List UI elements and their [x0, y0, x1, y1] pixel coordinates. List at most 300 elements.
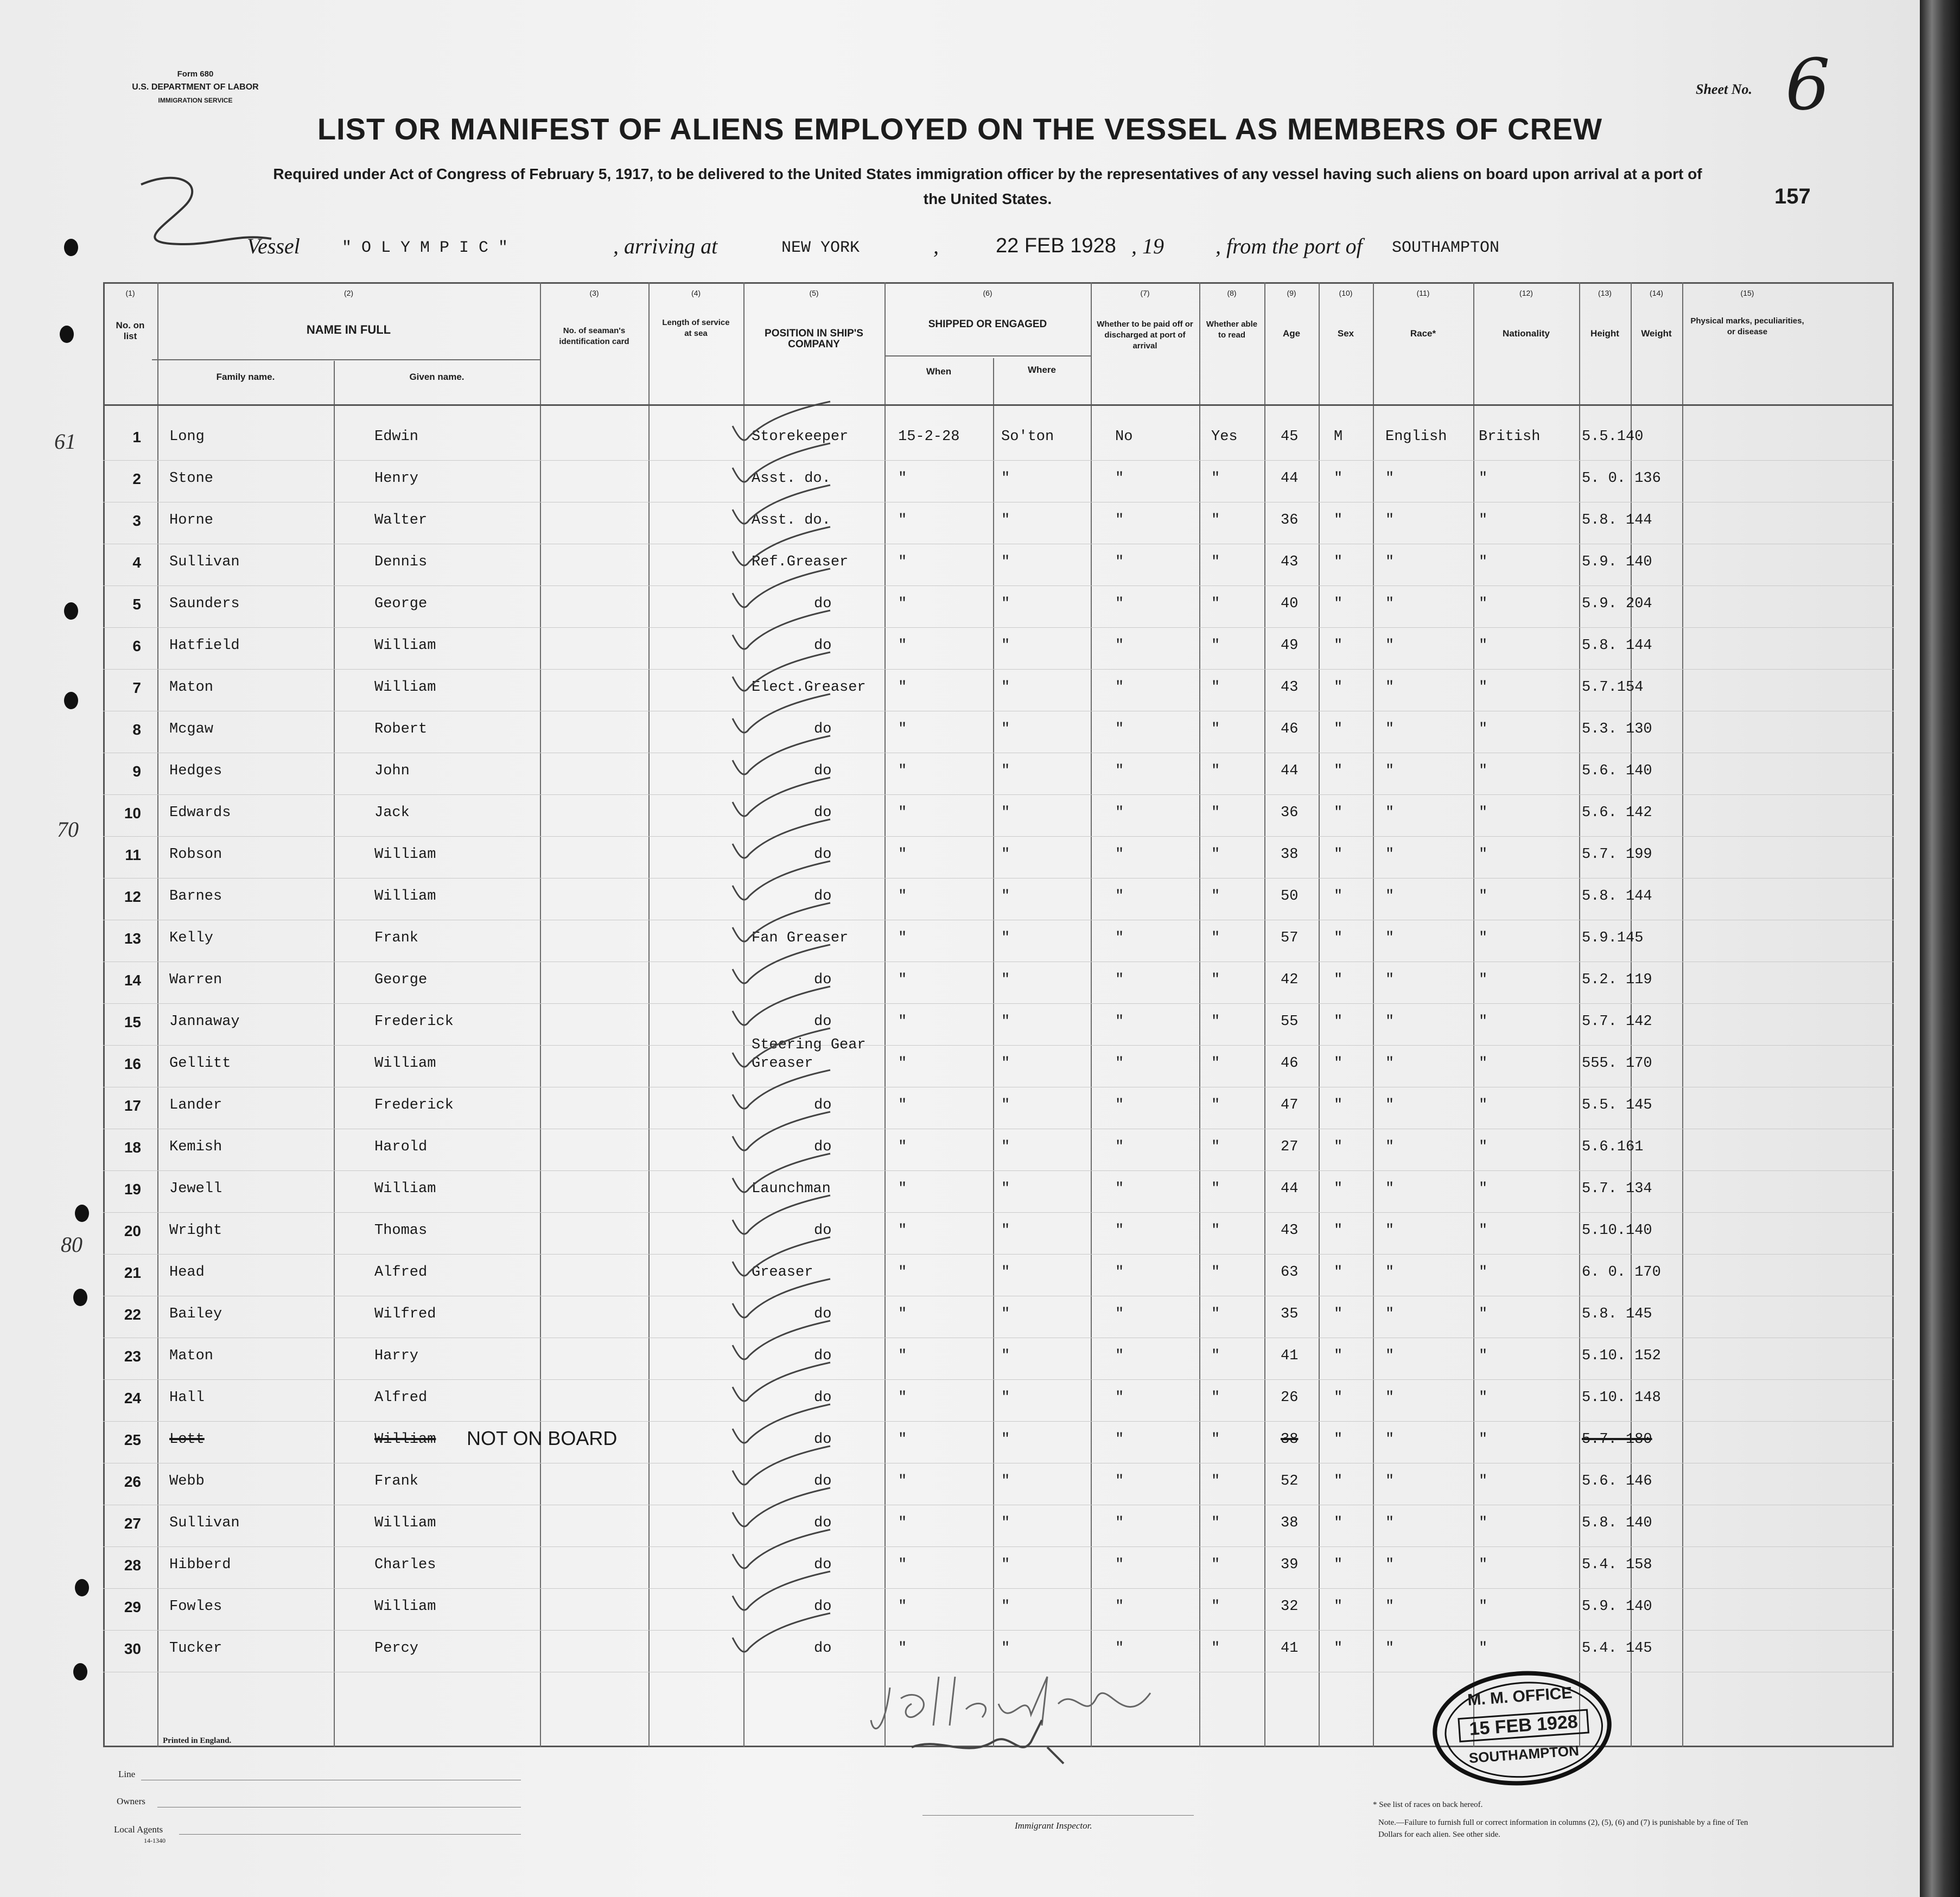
- header-height: Height: [1590, 328, 1619, 339]
- cell-nationality: ": [1479, 470, 1488, 487]
- arrival-port: NEW YORK: [781, 239, 860, 257]
- cell-sex: ": [1334, 1055, 1343, 1072]
- cell-position: Greaser: [752, 1264, 813, 1281]
- cell-nationality: ": [1479, 930, 1488, 946]
- cell-position: do: [814, 1515, 832, 1531]
- cell-nationality: ": [1479, 972, 1488, 988]
- cell-given: Alfred: [374, 1264, 428, 1281]
- cell-when: ": [898, 679, 907, 696]
- cell-no: 13: [124, 930, 141, 947]
- cell-no: 25: [124, 1431, 141, 1448]
- cell-race: ": [1385, 1223, 1395, 1239]
- cell-read: ": [1211, 1640, 1220, 1657]
- immigrant-inspector-label: Immigrant Inspector.: [1015, 1820, 1092, 1831]
- cell-read: ": [1211, 1557, 1220, 1573]
- cell-when: ": [898, 846, 907, 863]
- cell-age: 44: [1281, 763, 1299, 779]
- cell-paid: ": [1115, 972, 1124, 988]
- cell-sex: ": [1334, 930, 1343, 946]
- cell-given: Edwin: [374, 429, 419, 445]
- cell-race: ": [1385, 846, 1395, 863]
- cell-family: Hatfield: [169, 638, 240, 654]
- cell-no: 3: [132, 512, 141, 529]
- cell-where: ": [1001, 972, 1010, 988]
- cell-position: Asst. do.: [752, 470, 831, 487]
- cell-read: ": [1211, 1306, 1220, 1322]
- header-rule: [152, 359, 540, 360]
- cell-nationality: ": [1479, 1223, 1488, 1239]
- cell-where: ": [1001, 1223, 1010, 1239]
- cell-paid: ": [1115, 679, 1124, 696]
- cell-where: ": [1001, 1097, 1010, 1113]
- cell-paid: ": [1115, 1390, 1124, 1406]
- cell-age: 27: [1281, 1139, 1299, 1155]
- cell-paid: ": [1115, 1515, 1124, 1531]
- cell-read: ": [1211, 805, 1220, 821]
- cell-position: do: [814, 1306, 832, 1322]
- cell-when: ": [898, 1264, 907, 1281]
- cell-read: ": [1211, 470, 1220, 487]
- cell-height-weight: 5.10. 148: [1582, 1390, 1661, 1406]
- cell-age: 44: [1281, 470, 1299, 487]
- cell-given: Jack: [374, 805, 410, 821]
- cell-when: ": [898, 554, 907, 570]
- cell-position: do: [814, 638, 832, 654]
- cell-paid: ": [1115, 1014, 1124, 1030]
- cell-race: ": [1385, 930, 1395, 946]
- cell-age: 41: [1281, 1640, 1299, 1657]
- cell-where: ": [1001, 512, 1010, 529]
- cell-no: 8: [132, 721, 141, 738]
- cell-nationality: ": [1479, 763, 1488, 779]
- cell-where: ": [1001, 1473, 1010, 1489]
- cell-read: ": [1211, 888, 1220, 905]
- header-rule: [884, 355, 1091, 357]
- cell-sex: ": [1334, 512, 1343, 529]
- cell-nationality: ": [1479, 1431, 1488, 1448]
- cell-given: Frank: [374, 1473, 419, 1489]
- cell-position: do: [814, 846, 832, 863]
- cell-when: ": [898, 1557, 907, 1573]
- departure-port: SOUTHAMPTON: [1392, 239, 1500, 257]
- cell-sex: ": [1334, 1515, 1343, 1531]
- binding-hole: [60, 326, 74, 343]
- cell-nationality: ": [1479, 638, 1488, 654]
- cell-given: Harry: [374, 1348, 419, 1364]
- cell-when: 15-2-28: [898, 429, 960, 445]
- cell-given: William: [374, 679, 436, 696]
- cell-family: Long: [169, 429, 205, 445]
- cell-sex: ": [1334, 1264, 1343, 1281]
- cell-family: Webb: [169, 1473, 205, 1489]
- cell-age: 40: [1281, 596, 1299, 612]
- handwritten-mark-icon: [109, 163, 304, 271]
- cell-paid: ": [1115, 596, 1124, 612]
- row-rule: [103, 1045, 1894, 1046]
- cell-paid: ": [1115, 512, 1124, 529]
- cell-when: ": [898, 1055, 907, 1072]
- row-rule: [103, 794, 1894, 795]
- cell-height-weight: 5.9. 140: [1582, 554, 1652, 570]
- cell-height-weight: 5. 0. 136: [1582, 470, 1661, 487]
- cell-height-weight: 5.2. 119: [1582, 972, 1652, 988]
- cell-sex: ": [1334, 1139, 1343, 1155]
- cell-family: Hibberd: [169, 1557, 231, 1573]
- cell-no: 22: [124, 1306, 141, 1323]
- cell-position: do: [814, 1014, 832, 1030]
- row-rule: [103, 669, 1894, 670]
- cell-family: Hall: [169, 1390, 205, 1406]
- cell-paid: ": [1115, 1599, 1124, 1615]
- cell-given: Walter: [374, 512, 428, 529]
- cell-nationality: ": [1479, 1557, 1488, 1573]
- cell-nationality: ": [1479, 846, 1488, 863]
- cell-paid: ": [1115, 930, 1124, 946]
- cell-where: ": [1001, 888, 1010, 905]
- cell-age: 38: [1281, 846, 1299, 863]
- cell-where: ": [1001, 721, 1010, 737]
- cell-position: do: [814, 1473, 832, 1489]
- cell-when: ": [898, 1139, 907, 1155]
- cell-nationality: ": [1479, 1139, 1488, 1155]
- year-label: , 19: [1131, 234, 1164, 258]
- cell-given: Dennis: [374, 554, 428, 570]
- header-family-name: Family name.: [216, 372, 275, 382]
- row-rule: [103, 1170, 1894, 1171]
- header-no-on-list: No. on list: [116, 320, 145, 341]
- column-number: (4): [691, 289, 701, 297]
- cell-read: ": [1211, 972, 1220, 988]
- cell-read: ": [1211, 1515, 1220, 1531]
- column-number: (2): [343, 289, 354, 297]
- sheet-number: 6: [1785, 43, 1830, 126]
- cell-race: ": [1385, 1640, 1395, 1657]
- cell-sex: ": [1334, 1599, 1343, 1615]
- cell-paid: ": [1115, 846, 1124, 863]
- cell-race: ": [1385, 805, 1395, 821]
- cell-family: Horne: [169, 512, 214, 529]
- cell-where: ": [1001, 1055, 1010, 1072]
- cell-position: do: [814, 1097, 832, 1113]
- cell-position: Elect.Greaser: [752, 679, 866, 696]
- cell-height-weight: 5.8. 140: [1582, 1515, 1652, 1531]
- cell-read: ": [1211, 1097, 1220, 1113]
- cell-race: ": [1385, 972, 1395, 988]
- cell-age: 49: [1281, 638, 1299, 654]
- cell-family: Wright: [169, 1223, 222, 1239]
- cell-no: 26: [124, 1473, 141, 1490]
- cell-where: ": [1001, 1431, 1010, 1448]
- cell-position: do: [814, 1640, 832, 1657]
- cell-sex: ": [1334, 679, 1343, 696]
- cell-nationality: ": [1479, 1390, 1488, 1406]
- cell-paid: ": [1115, 721, 1124, 737]
- cell-no: 6: [132, 638, 141, 654]
- footer-line-label: Line: [118, 1769, 136, 1779]
- cell-race: ": [1385, 1390, 1395, 1406]
- cell-where: ": [1001, 805, 1010, 821]
- cell-no: 17: [124, 1097, 141, 1114]
- cell-height-weight: 5.8. 145: [1582, 1306, 1652, 1322]
- cell-no: 21: [124, 1264, 141, 1281]
- cell-paid: ": [1115, 1473, 1124, 1489]
- cell-read: ": [1211, 1431, 1220, 1448]
- row-rule: [103, 836, 1894, 837]
- stamp-date: 15 FEB 1928: [1458, 1709, 1589, 1742]
- cell-given: William: [374, 638, 436, 654]
- cell-race: ": [1385, 512, 1395, 529]
- cell-no: 9: [132, 763, 141, 780]
- cell-position: do: [814, 1557, 832, 1573]
- cell-when: ": [898, 930, 907, 946]
- cell-no: 18: [124, 1139, 141, 1156]
- cell-nationality: ": [1479, 721, 1488, 737]
- cell-height-weight: 5.8. 144: [1582, 638, 1652, 654]
- header-weight: Weight: [1641, 328, 1672, 339]
- column-number: (7): [1140, 289, 1150, 297]
- row-rule: [103, 878, 1894, 879]
- cell-position: do: [814, 1223, 832, 1239]
- cell-where: ": [1001, 1014, 1010, 1030]
- cell-height-weight: 5.4. 145: [1582, 1640, 1652, 1657]
- cell-age: 52: [1281, 1473, 1299, 1489]
- cell-height-weight: 5.9.145: [1582, 930, 1644, 946]
- cell-no: 12: [124, 888, 141, 905]
- cell-age: 55: [1281, 1014, 1299, 1030]
- cell-no: 2: [132, 470, 141, 487]
- cell-position: do: [814, 596, 832, 612]
- service-label: IMMIGRATION SERVICE: [158, 97, 233, 104]
- header-given-name: Given name.: [409, 372, 464, 382]
- row-rule: [103, 585, 1894, 586]
- from-port-label: , from the port of: [1216, 234, 1363, 258]
- cell-height-weight: 5.6. 146: [1582, 1473, 1652, 1489]
- cell-height-weight: 5.9. 204: [1582, 596, 1652, 612]
- cell-read: ": [1211, 1139, 1220, 1155]
- stamp-line1: M. M. OFFICE: [1467, 1684, 1573, 1709]
- cell-no: 20: [124, 1223, 141, 1239]
- cell-where: ": [1001, 596, 1010, 612]
- cell-race: ": [1385, 1473, 1395, 1489]
- cell-family: Stone: [169, 470, 214, 487]
- cell-given: Percy: [374, 1640, 419, 1657]
- cell-age: 38: [1281, 1515, 1299, 1531]
- cell-no: 7: [132, 679, 141, 696]
- cell-no: 19: [124, 1181, 141, 1198]
- cell-where: ": [1001, 1264, 1010, 1281]
- cell-when: ": [898, 1014, 907, 1030]
- cell-height-weight: 5.7. 142: [1582, 1014, 1652, 1030]
- cell-race: ": [1385, 1055, 1395, 1072]
- cell-age: 44: [1281, 1181, 1299, 1197]
- cell-sex: ": [1334, 1640, 1343, 1657]
- cell-sex: ": [1334, 1473, 1343, 1489]
- cell-no: 23: [124, 1348, 141, 1365]
- cell-height-weight: 5.8. 144: [1582, 512, 1652, 529]
- cell-read: ": [1211, 596, 1220, 612]
- cell-where: ": [1001, 1390, 1010, 1406]
- cell-height-weight: 5.8. 144: [1582, 888, 1652, 905]
- cell-given: William: [374, 1599, 436, 1615]
- cell-given: William: [374, 1181, 436, 1197]
- cell-where: ": [1001, 930, 1010, 946]
- cell-family: Mcgaw: [169, 721, 214, 737]
- column-number: (14): [1650, 289, 1663, 297]
- binding-hole: [64, 239, 78, 256]
- cell-position: do: [814, 888, 832, 905]
- column-number: (15): [1740, 289, 1754, 297]
- vessel-name: " O L Y M P I C ": [342, 239, 508, 257]
- cell-age: 50: [1281, 888, 1299, 905]
- cell-height-weight: 5.5. 145: [1582, 1097, 1652, 1113]
- cell-sex: ": [1334, 470, 1343, 487]
- binding-hole: [73, 1289, 87, 1306]
- cell-height-weight: 5.4. 158: [1582, 1557, 1652, 1573]
- cell-no: 30: [124, 1640, 141, 1657]
- not-on-board-note: NOT ON BOARD: [467, 1427, 618, 1449]
- cell-when: ": [898, 1599, 907, 1615]
- cell-family: Sullivan: [169, 554, 240, 570]
- column-number: (8): [1227, 289, 1237, 297]
- cell-family: Kelly: [169, 930, 214, 946]
- cell-race: ": [1385, 679, 1395, 696]
- row-rule: [103, 1630, 1894, 1631]
- margin-note: 70: [57, 817, 79, 842]
- cell-nationality: ": [1479, 1473, 1488, 1489]
- cell-paid: ": [1115, 638, 1124, 654]
- cell-where: ": [1001, 638, 1010, 654]
- header-position: POSITION IN SHIP'S COMPANY: [765, 328, 863, 350]
- cell-where: ": [1001, 1515, 1010, 1531]
- cell-where: ": [1001, 1348, 1010, 1364]
- cell-position: do: [814, 972, 832, 988]
- column-number: (10): [1339, 289, 1353, 297]
- cell-where: ": [1001, 1306, 1010, 1322]
- cell-age: 35: [1281, 1306, 1299, 1322]
- cell-race: ": [1385, 721, 1395, 737]
- cell-paid: ": [1115, 1264, 1124, 1281]
- header-when: When: [926, 366, 952, 377]
- cell-where: ": [1001, 1599, 1010, 1615]
- inspector-rule: [922, 1815, 1194, 1816]
- cell-family: Jannaway: [169, 1014, 240, 1030]
- cell-when: ": [898, 1515, 907, 1531]
- cell-race: ": [1385, 470, 1395, 487]
- cell-where: ": [1001, 554, 1010, 570]
- cell-when: ": [898, 1390, 907, 1406]
- footer-owners-label: Owners: [117, 1796, 145, 1806]
- column-number: (11): [1416, 289, 1430, 297]
- margin-note: 80: [61, 1232, 82, 1257]
- row-rule: [103, 1379, 1894, 1380]
- cell-family: Jewell: [169, 1181, 222, 1197]
- cell-age: 42: [1281, 972, 1299, 988]
- cell-paid: ": [1115, 805, 1124, 821]
- row-rule: [103, 627, 1894, 628]
- cell-given: Frank: [374, 930, 419, 946]
- cell-read: ": [1211, 846, 1220, 863]
- cell-paid: ": [1115, 554, 1124, 570]
- arriving-label: , arriving at: [613, 234, 718, 258]
- cell-read: ": [1211, 1348, 1220, 1364]
- cell-age: 41: [1281, 1348, 1299, 1364]
- cell-given: William: [374, 1515, 436, 1531]
- cell-race: ": [1385, 1515, 1395, 1531]
- cell-nationality: ": [1479, 1599, 1488, 1615]
- cell-position: Fan Greaser: [752, 930, 849, 946]
- cell-age: 36: [1281, 805, 1299, 821]
- cell-nationality: ": [1479, 1014, 1488, 1030]
- cell-nationality: ": [1479, 888, 1488, 905]
- header-sex: Sex: [1337, 328, 1354, 339]
- form-number: Form 680: [177, 69, 214, 79]
- cell-given: William: [374, 846, 436, 863]
- row-rule: [103, 1254, 1894, 1255]
- cell-read: ": [1211, 1223, 1220, 1239]
- cell-no: 5: [132, 596, 141, 613]
- cell-given: John: [374, 763, 410, 779]
- cell-height-weight: 5.7. 180: [1582, 1431, 1652, 1448]
- cell-sex: ": [1334, 1390, 1343, 1406]
- cell-sex: ": [1334, 888, 1343, 905]
- cell-read: ": [1211, 1055, 1220, 1072]
- cell-paid: ": [1115, 1097, 1124, 1113]
- header-paid-off: Whether to be paid off or discharged at port of arrival: [1097, 320, 1193, 351]
- cell-race: ": [1385, 1431, 1395, 1448]
- cell-when: ": [898, 888, 907, 905]
- cell-height-weight: 5.6. 142: [1582, 805, 1652, 821]
- cell-family: Maton: [169, 679, 214, 696]
- cell-paid: ": [1115, 1139, 1124, 1155]
- cell-read: ": [1211, 763, 1220, 779]
- cell-paid: ": [1115, 1640, 1124, 1657]
- cell-given: Thomas: [374, 1223, 428, 1239]
- cell-sex: ": [1334, 554, 1343, 570]
- cell-age: 32: [1281, 1599, 1299, 1615]
- cell-age: 38: [1281, 1431, 1299, 1448]
- cell-given: Robert: [374, 721, 428, 737]
- cell-race: ": [1385, 763, 1395, 779]
- cell-position: Ref.Greaser: [752, 554, 849, 570]
- cell-when: ": [898, 596, 907, 612]
- cell-no: 11: [125, 846, 141, 863]
- cell-position: do: [814, 1599, 832, 1615]
- cell-height-weight: 5.9. 140: [1582, 1599, 1652, 1615]
- cell-height-weight: 5.10.140: [1582, 1223, 1652, 1239]
- cell-sex: ": [1334, 1181, 1343, 1197]
- cell-sex: M: [1334, 429, 1343, 445]
- row-rule: [103, 1546, 1894, 1547]
- cell-given: Charles: [374, 1557, 436, 1573]
- header-age: Age: [1282, 328, 1301, 339]
- cell-where: ": [1001, 1139, 1010, 1155]
- cell-read: ": [1211, 679, 1220, 696]
- cell-when: ": [898, 470, 907, 487]
- cell-given: Wilfred: [374, 1306, 436, 1322]
- cell-age: 43: [1281, 554, 1299, 570]
- cell-where: So'ton: [1001, 429, 1054, 445]
- cell-race: ": [1385, 1599, 1395, 1615]
- cell-family: Sullivan: [169, 1515, 240, 1531]
- cell-age: 26: [1281, 1390, 1299, 1406]
- cell-given: George: [374, 972, 428, 988]
- stamp-line3: SOUTHAMPTON: [1468, 1742, 1580, 1766]
- row-rule: [103, 1003, 1894, 1004]
- cell-race: ": [1385, 1348, 1395, 1364]
- cell-when: ": [898, 1431, 907, 1448]
- row-rule: [103, 1421, 1894, 1422]
- cell-no: 10: [124, 805, 141, 822]
